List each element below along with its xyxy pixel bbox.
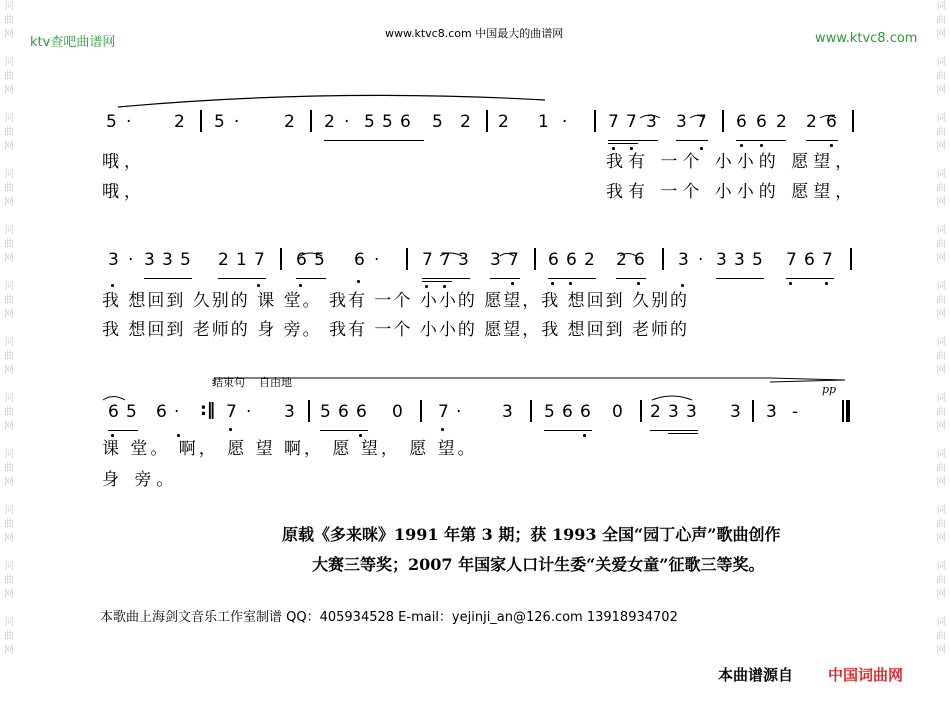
barline bbox=[852, 110, 854, 132]
final-barline-thin bbox=[842, 400, 844, 422]
underline bbox=[668, 433, 698, 434]
note: 3 bbox=[284, 402, 295, 422]
header-left-site: ktv查吧曲谱网 bbox=[30, 35, 116, 50]
note: 6 bbox=[826, 112, 837, 132]
lower-octave-dot bbox=[551, 282, 554, 285]
note: 3 bbox=[502, 402, 513, 422]
note: · bbox=[174, 402, 180, 422]
watermark-char: 词 bbox=[936, 1, 946, 12]
lyrics-row-2-verse-1: 我 想回到 久别的 课 堂。 我有 一个 小小的 愿望，我 想回到 久别的 bbox=[102, 291, 690, 311]
note: · bbox=[246, 402, 252, 422]
note: · bbox=[374, 250, 380, 270]
note: 3 bbox=[678, 250, 689, 270]
repeat-sign: :‖ bbox=[200, 400, 216, 420]
note: 2 bbox=[174, 112, 185, 132]
lower-octave-dot bbox=[441, 428, 444, 431]
lyrics-row-3-verse-1: 课 堂。 啊， 愿 望 啊， 愿 望， 愿 望。 bbox=[102, 439, 478, 459]
watermark-char: 网 bbox=[936, 533, 946, 544]
note: · bbox=[128, 250, 134, 270]
underline bbox=[296, 278, 326, 279]
note: 3 bbox=[668, 402, 679, 422]
watermark-char: 网 bbox=[936, 85, 946, 96]
note: 5 bbox=[752, 250, 763, 270]
underline bbox=[320, 430, 368, 431]
score-row-1 bbox=[102, 108, 862, 138]
note: 3 bbox=[676, 112, 687, 132]
lower-octave-dot bbox=[229, 428, 232, 431]
note: 0 bbox=[612, 402, 623, 422]
header-center-site: www.ktvc8.com 中国最大的曲谱网 bbox=[385, 27, 564, 40]
note: 7 bbox=[438, 402, 449, 422]
note: 5 bbox=[364, 112, 375, 132]
note: 5 bbox=[180, 250, 191, 270]
note: 6 bbox=[400, 112, 411, 132]
note: 7 bbox=[822, 250, 833, 270]
lyrics-row-1-verse-1: 哦， bbox=[102, 152, 146, 172]
note: 6 bbox=[756, 112, 767, 132]
watermark-char: 词 bbox=[4, 57, 14, 68]
barline bbox=[420, 400, 422, 422]
note: - bbox=[792, 402, 799, 422]
score-row-2 bbox=[102, 246, 862, 276]
note: 2 bbox=[806, 112, 817, 132]
underline bbox=[490, 278, 520, 279]
barline bbox=[308, 400, 310, 422]
watermark-char: 网 bbox=[936, 365, 946, 376]
lyrics-row-1-verse-1b: 我有 一个 小小的 愿望， bbox=[606, 152, 858, 172]
watermark-char: 曲 bbox=[936, 71, 946, 82]
note: 3 bbox=[646, 112, 657, 132]
note: 7 bbox=[422, 250, 433, 270]
note: · bbox=[344, 112, 350, 132]
underline bbox=[544, 430, 592, 431]
watermark-char: 曲 bbox=[4, 631, 14, 642]
underline bbox=[736, 140, 786, 141]
lower-octave-dot bbox=[569, 282, 572, 285]
note: 3 bbox=[766, 402, 777, 422]
watermark-char: 曲 bbox=[936, 127, 946, 138]
note: 6 bbox=[634, 250, 645, 270]
watermark-char: 网 bbox=[4, 85, 14, 96]
watermark-char: 网 bbox=[4, 589, 14, 600]
note: · bbox=[456, 402, 462, 422]
note: · bbox=[234, 112, 240, 132]
lyrics-row-1-verse-2: 哦， bbox=[102, 182, 146, 202]
lyrics-row-1-verse-2b: 我有 一个 小小的 愿望， bbox=[606, 182, 858, 202]
watermark-char: 曲 bbox=[936, 239, 946, 250]
note: 5 bbox=[214, 112, 225, 132]
note: 2 bbox=[650, 402, 661, 422]
note: 2 bbox=[460, 112, 471, 132]
watermark-char: 网 bbox=[4, 141, 14, 152]
source-note-line-2: 大赛三等奖；2007 年国家人口计生委“关爱女童”征歌三等奖。 bbox=[312, 555, 765, 574]
note: 5 bbox=[544, 402, 555, 422]
watermark-char: 网 bbox=[936, 29, 946, 40]
dynamic-marking: pp bbox=[822, 383, 837, 396]
note: 6 bbox=[356, 402, 367, 422]
lower-octave-dot bbox=[583, 434, 586, 437]
note: 2 bbox=[776, 112, 787, 132]
watermark-char: 曲 bbox=[4, 519, 14, 530]
note: 3 bbox=[730, 402, 741, 422]
lower-octave-dot bbox=[357, 280, 360, 283]
note: 6 bbox=[562, 402, 573, 422]
lower-octave-dot bbox=[825, 282, 828, 285]
watermark-char: 词 bbox=[936, 225, 946, 236]
tempo-label: 自由地 bbox=[259, 376, 292, 389]
watermark-char: 网 bbox=[4, 477, 14, 488]
underline bbox=[422, 278, 470, 279]
watermark-char: 词 bbox=[4, 561, 14, 572]
watermark-char: 曲 bbox=[4, 239, 14, 250]
watermark-char: 词 bbox=[4, 337, 14, 348]
note: 5 bbox=[126, 402, 137, 422]
watermark-char: 曲 bbox=[936, 183, 946, 194]
watermark-char: 词 bbox=[4, 393, 14, 404]
watermark-char: 词 bbox=[936, 57, 946, 68]
note: 1 bbox=[538, 112, 549, 132]
score-row-3 bbox=[102, 398, 862, 428]
note: 7 bbox=[254, 250, 265, 270]
barline bbox=[752, 400, 754, 422]
watermark-char: 词 bbox=[936, 449, 946, 460]
watermark-char: 曲 bbox=[4, 127, 14, 138]
watermark-char: 词 bbox=[4, 225, 14, 236]
note: 6 bbox=[354, 250, 365, 270]
watermark-char: 网 bbox=[4, 309, 14, 320]
underline bbox=[144, 278, 192, 279]
note: · bbox=[698, 250, 704, 270]
watermark-char: 词 bbox=[936, 505, 946, 516]
watermark-char: 词 bbox=[4, 449, 14, 460]
lower-octave-dot bbox=[789, 282, 792, 285]
note: 6 bbox=[736, 112, 747, 132]
header-right-site: www.ktvc8.com bbox=[815, 31, 918, 46]
underline bbox=[786, 278, 834, 279]
note: 1 bbox=[236, 250, 247, 270]
watermark-char: 网 bbox=[4, 645, 14, 656]
note: 5 bbox=[382, 112, 393, 132]
note: 6 bbox=[548, 250, 559, 270]
note: 6 bbox=[296, 250, 307, 270]
underline bbox=[650, 430, 698, 431]
watermark-char: 网 bbox=[936, 421, 946, 432]
note: 6 bbox=[566, 250, 577, 270]
watermark-char: 词 bbox=[4, 169, 14, 180]
watermark-char: 曲 bbox=[936, 351, 946, 362]
note: 7 bbox=[608, 112, 619, 132]
underline bbox=[108, 430, 138, 431]
watermark-char: 曲 bbox=[936, 463, 946, 474]
note: 6 bbox=[804, 250, 815, 270]
watermark-char: 词 bbox=[4, 281, 14, 292]
slur bbox=[118, 95, 545, 107]
watermark-char: 网 bbox=[936, 253, 946, 264]
watermark-char: 词 bbox=[936, 337, 946, 348]
watermark-char: 词 bbox=[4, 1, 14, 12]
watermark-char: 词 bbox=[936, 393, 946, 404]
watermark-char: 曲 bbox=[936, 407, 946, 418]
note: 5 bbox=[106, 112, 117, 132]
note: 2 bbox=[616, 250, 627, 270]
note: · bbox=[126, 112, 132, 132]
lyrics-row-3-verse-2: 身 旁。 bbox=[102, 470, 179, 490]
watermark-char: 词 bbox=[936, 617, 946, 628]
barline bbox=[530, 400, 532, 422]
watermark-char: 网 bbox=[936, 197, 946, 208]
source-note-line-1: 原载《多来咪》1991 年第 3 期；获 1993 全国“园丁心声”歌曲创作 bbox=[282, 525, 781, 544]
barline bbox=[200, 110, 202, 132]
watermark-char: 网 bbox=[4, 533, 14, 544]
note: 3 bbox=[734, 250, 745, 270]
watermark-char: 网 bbox=[936, 477, 946, 488]
watermark-char: 网 bbox=[4, 421, 14, 432]
note: 6 bbox=[580, 402, 591, 422]
barline bbox=[486, 110, 488, 132]
watermark-char: 曲 bbox=[4, 407, 14, 418]
note: 6 bbox=[108, 402, 119, 422]
underline bbox=[608, 143, 638, 144]
barline bbox=[850, 248, 852, 270]
note: 2 bbox=[284, 112, 295, 132]
lower-octave-dot bbox=[511, 282, 514, 285]
watermark-char: 网 bbox=[4, 29, 14, 40]
note: 3 bbox=[108, 250, 119, 270]
note: 6 bbox=[156, 402, 167, 422]
underline bbox=[616, 278, 646, 279]
note: 2 bbox=[218, 250, 229, 270]
watermark-char: 曲 bbox=[936, 631, 946, 642]
barline bbox=[280, 248, 282, 270]
note: 3 bbox=[686, 402, 697, 422]
watermark-char: 网 bbox=[4, 365, 14, 376]
footer-label: 本曲谱源自 bbox=[718, 666, 794, 684]
note: 3 bbox=[716, 250, 727, 270]
watermark-char: 曲 bbox=[4, 463, 14, 474]
watermark-char: 曲 bbox=[4, 15, 14, 26]
watermark-char: 曲 bbox=[4, 71, 14, 82]
watermark-char: 曲 bbox=[936, 519, 946, 530]
barline bbox=[662, 248, 664, 270]
watermark-char: 网 bbox=[4, 253, 14, 264]
watermark-char: 曲 bbox=[4, 575, 14, 586]
underline bbox=[806, 140, 838, 141]
note: 5 bbox=[314, 250, 325, 270]
underline bbox=[324, 140, 424, 141]
note: 3 bbox=[458, 250, 469, 270]
underline bbox=[676, 140, 708, 141]
underline bbox=[422, 281, 452, 282]
watermark-char: 词 bbox=[4, 113, 14, 124]
watermark-char: 网 bbox=[4, 197, 14, 208]
note: 6 bbox=[338, 402, 349, 422]
note: 3 bbox=[490, 250, 501, 270]
underline bbox=[608, 140, 658, 141]
note: · bbox=[562, 112, 568, 132]
note: 7 bbox=[696, 112, 707, 132]
watermark-char: 网 bbox=[936, 645, 946, 656]
diminuendo-hairpin bbox=[770, 378, 845, 382]
watermark-char: 曲 bbox=[4, 351, 14, 362]
barline bbox=[640, 400, 642, 422]
underline bbox=[548, 278, 596, 279]
note: 3 bbox=[162, 250, 173, 270]
ending-label-text: 结束句 bbox=[212, 376, 245, 389]
watermark-char: 网 bbox=[936, 309, 946, 320]
note: 5 bbox=[432, 112, 443, 132]
note: 0 bbox=[392, 402, 403, 422]
watermark-char: 词 bbox=[4, 505, 14, 516]
ending-bracket bbox=[215, 378, 770, 385]
barline bbox=[594, 110, 596, 132]
footer-site-link[interactable]: 中国词曲网 bbox=[828, 666, 904, 684]
final-barline-thick bbox=[846, 400, 850, 422]
watermark-char: 词 bbox=[936, 169, 946, 180]
note: 5 bbox=[320, 402, 331, 422]
watermark-char: 词 bbox=[936, 281, 946, 292]
underline bbox=[218, 278, 266, 279]
note: 2 bbox=[324, 112, 335, 132]
note: 3 bbox=[144, 250, 155, 270]
watermark-char: 词 bbox=[4, 617, 14, 628]
maker-contact-line: 本歌曲上海剑文音乐工作室制谱 QQ：405934528 E-mail：yejinji_an@126.com 13918934702 bbox=[100, 610, 678, 625]
lower-octave-dot bbox=[637, 282, 640, 285]
lyrics-row-2-verse-2: 我 想回到 老师的 身 旁。 我有 一个 小小的 愿望，我 想回到 老师的 bbox=[102, 320, 690, 340]
note: 7 bbox=[508, 250, 519, 270]
note: 2 bbox=[584, 250, 595, 270]
barline bbox=[722, 110, 724, 132]
watermark-char: 网 bbox=[936, 589, 946, 600]
watermark-char: 词 bbox=[936, 561, 946, 572]
underline bbox=[716, 278, 764, 279]
watermark-char: 曲 bbox=[936, 295, 946, 306]
ending-label bbox=[212, 374, 292, 390]
note: 7 bbox=[440, 250, 451, 270]
watermark-char: 曲 bbox=[936, 15, 946, 26]
watermark-char: 曲 bbox=[936, 575, 946, 586]
note: 7 bbox=[626, 112, 637, 132]
watermark-char: 网 bbox=[936, 141, 946, 152]
note: 7 bbox=[226, 402, 237, 422]
barline bbox=[310, 110, 312, 132]
watermark-char: 词 bbox=[936, 113, 946, 124]
watermark-char: 曲 bbox=[4, 183, 14, 194]
watermark-char: 曲 bbox=[4, 295, 14, 306]
note: 7 bbox=[786, 250, 797, 270]
barline bbox=[534, 248, 536, 270]
note: 2 bbox=[498, 112, 509, 132]
barline bbox=[406, 248, 408, 270]
